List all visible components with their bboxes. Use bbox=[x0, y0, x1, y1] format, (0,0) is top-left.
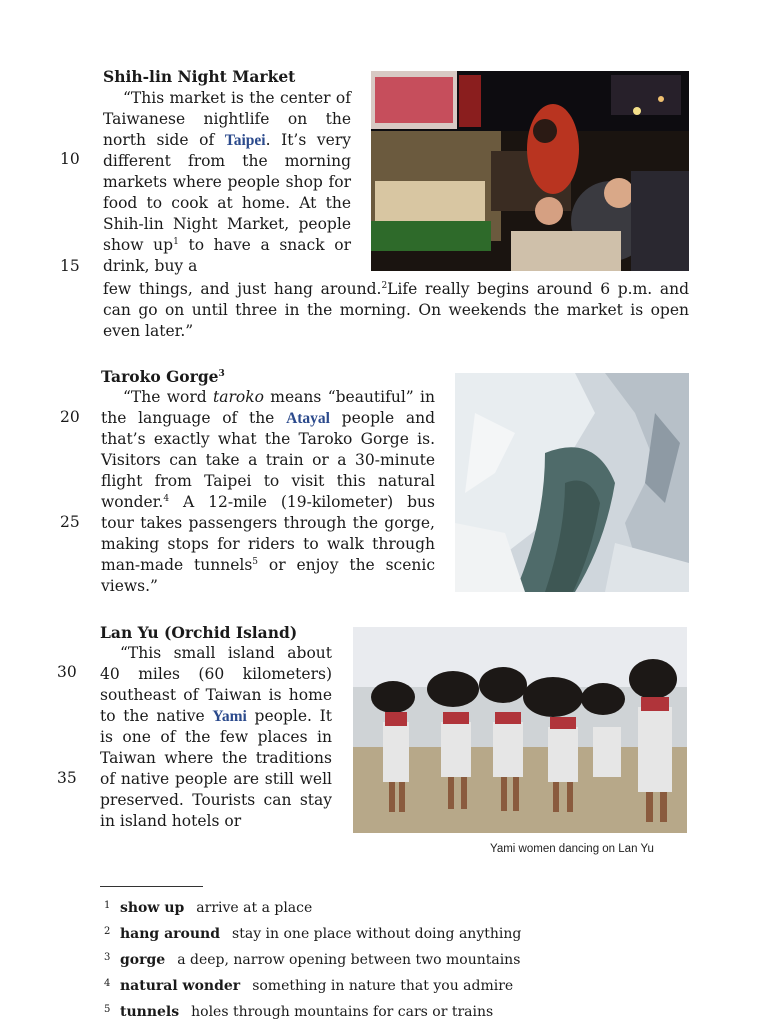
text-run: “This small island about 40 miles (60 kilometers) southeast of Taiwan is home to the native bbox=[100, 644, 332, 725]
line-number-35: 35 bbox=[57, 769, 77, 787]
text-run: or enjoy the scenic views.” bbox=[101, 556, 435, 595]
text-run: means “beautiful” in the language of the bbox=[101, 388, 435, 427]
line-number-10: 10 bbox=[60, 150, 80, 168]
footnote-divider bbox=[100, 886, 203, 887]
term-yami: Yami bbox=[212, 708, 247, 725]
text-run: people and that’s exactly what the Taroko Gorge is. Visitors can take a train or a 30-minute flight from Taipei to visit this natural wonder. bbox=[101, 409, 436, 511]
taroko-paragraph bbox=[101, 387, 435, 597]
footnote-definition: something in nature that you admire bbox=[252, 978, 514, 994]
footnote-ref-5: 5 bbox=[252, 557, 259, 567]
lanyu-paragraph bbox=[100, 643, 332, 832]
taroko-gorge-photo bbox=[455, 373, 689, 592]
line-number-15: 15 bbox=[60, 257, 80, 275]
text-run: few things, and just hang around. bbox=[103, 280, 382, 298]
footnote-definition: holes through mountains for cars or trains bbox=[191, 1004, 494, 1020]
text-run: “The word bbox=[123, 388, 214, 406]
night-market-photo bbox=[371, 71, 689, 271]
section-title-taroko bbox=[101, 366, 225, 387]
footnote-4 bbox=[104, 972, 521, 998]
footnote-term: natural wonder bbox=[120, 978, 241, 994]
footnote-ref-3: 3 bbox=[218, 369, 225, 379]
footnote-number: 1 bbox=[104, 900, 111, 911]
footnote-term: hang around bbox=[120, 926, 221, 942]
text-run: people. It is one of the few places in Taiwan where the traditions of native people are still well preserved. Tourists can stay in island hotels or bbox=[100, 707, 332, 830]
line-number-30: 30 bbox=[57, 663, 77, 681]
footnote-definition: arrive at a place bbox=[196, 900, 313, 916]
heading-text: Taroko Gorge bbox=[101, 367, 219, 386]
text-run: Life really begins around 6 p.m. and can go on until three in the morning. On weekends the market is open even later.” bbox=[103, 280, 689, 340]
footnote-2 bbox=[104, 920, 521, 946]
shihlin-paragraph bbox=[103, 88, 351, 277]
footnote-5 bbox=[104, 998, 521, 1024]
footnote-definition: stay in one place without doing anything bbox=[232, 926, 522, 942]
footnote-definition: a deep, narrow opening between two mountains bbox=[177, 952, 521, 968]
footnote-number: 2 bbox=[104, 926, 111, 937]
line-number-25: 25 bbox=[60, 513, 80, 531]
footnotes-list bbox=[104, 894, 521, 1024]
footnote-3 bbox=[104, 946, 521, 972]
footnote-1 bbox=[104, 894, 521, 920]
section-title-lanyu: Lan Yu (Orchid Island) bbox=[100, 623, 298, 642]
footnote-ref-4: 4 bbox=[163, 494, 170, 504]
text-run: to have a snack or drink, buy a bbox=[103, 236, 351, 275]
yami-dancers-photo bbox=[353, 627, 687, 833]
text-run: A 12-mile (19-kilometer) bus tour takes passengers through the gorge, making stops for riders to walk through man-made tunnels bbox=[101, 493, 435, 574]
shihlin-paragraph-cont bbox=[103, 279, 689, 342]
text-run: . It’s very different from the morning markets where people shop for food to cook at home. At the Shih-lin Night Market, people show up bbox=[103, 131, 351, 254]
photo-caption: Yami women dancing on Lan Yu bbox=[490, 843, 654, 855]
footnote-ref-2: 2 bbox=[381, 281, 388, 291]
term-taipei: Taipei bbox=[224, 132, 266, 149]
footnote-term: show up bbox=[120, 900, 185, 916]
footnote-number: 4 bbox=[104, 978, 111, 989]
footnote-number: 3 bbox=[104, 952, 111, 963]
footnote-term: gorge bbox=[120, 952, 166, 968]
footnote-term: tunnels bbox=[120, 1004, 180, 1020]
text-run: “This market is the center of Taiwanese nightlife on the north side of bbox=[103, 89, 351, 149]
italic-word-taroko: taroko bbox=[213, 388, 264, 406]
term-atayal: Atayal bbox=[286, 410, 330, 427]
footnote-ref-1: 1 bbox=[173, 237, 179, 247]
line-number-20: 20 bbox=[60, 408, 80, 426]
footnote-number: 5 bbox=[104, 1004, 111, 1015]
section-title-shihlin: Shih-lin Night Market bbox=[103, 67, 296, 86]
